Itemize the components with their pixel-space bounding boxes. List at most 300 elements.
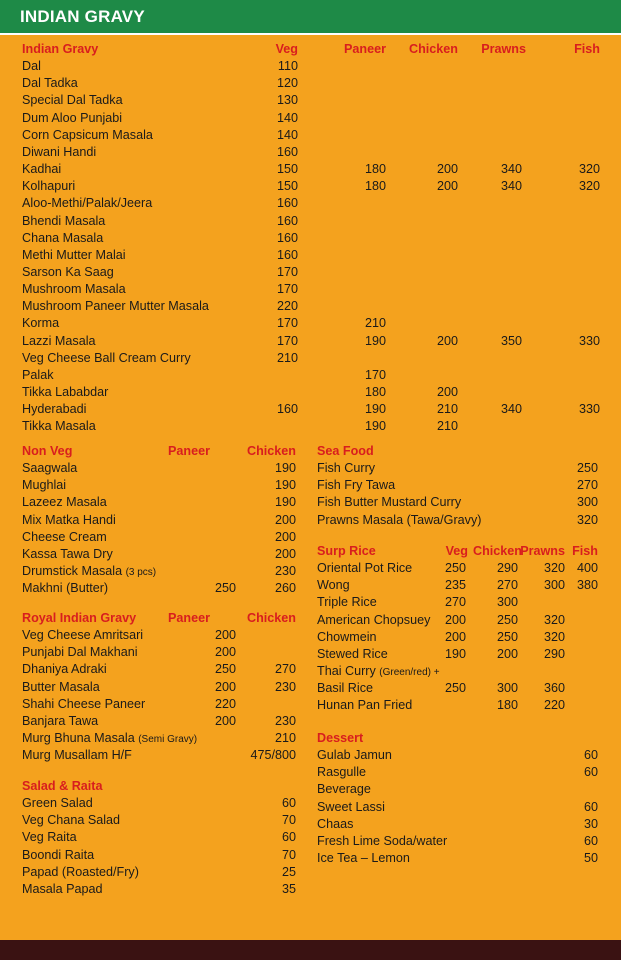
item-name-text: Green Salad [22, 796, 93, 811]
price-price: 50 [583, 851, 598, 866]
price-fish: 320 [578, 162, 600, 177]
menu-row [22, 281, 600, 298]
item-name [22, 127, 153, 144]
menu-row [22, 384, 600, 401]
price-prawns: 290 [543, 646, 565, 661]
price-veg: 160 [276, 144, 298, 159]
seafood-header-row [317, 443, 598, 460]
item-name [22, 384, 108, 401]
item-name [317, 781, 371, 798]
item-name-text: Tikka Masala [22, 419, 96, 434]
menu-row [22, 298, 600, 315]
price-chicken: 260 [274, 581, 296, 596]
item-name-text: Fish Curry [317, 461, 376, 476]
section-heading: Non Veg [22, 444, 73, 458]
menu-row [22, 144, 600, 161]
column-header: Veg [275, 42, 298, 56]
price-chicken: 270 [496, 578, 518, 593]
price-chicken: 250 [496, 629, 518, 644]
menu-row [317, 494, 598, 511]
menu-row [22, 178, 600, 195]
price-veg: 250 [444, 561, 466, 576]
item-name-text: Kadhai [22, 162, 62, 177]
menu-row [317, 594, 598, 611]
price-chicken: 475/800 [250, 748, 296, 763]
price-paneer: 200 [214, 679, 236, 694]
menu-row [22, 460, 296, 477]
price-veg: 140 [276, 127, 298, 142]
item-name [22, 730, 197, 748]
salad-header-row [22, 778, 296, 795]
item-name-text: Fish Fry Tawa [317, 478, 396, 493]
item-name [22, 315, 59, 332]
item-name [317, 512, 481, 529]
item-name [22, 110, 122, 127]
price-price: 60 [583, 748, 598, 763]
item-note: (Green/red) + [379, 667, 440, 679]
column-header: Paneer [167, 611, 210, 625]
item-name-text: Special Dal Tadka [22, 93, 123, 108]
item-name-text: Papad (Roasted/Fry) [22, 864, 139, 879]
footer-bar [0, 940, 621, 960]
price-prawns: 350 [500, 333, 522, 348]
price-paneer: 190 [364, 402, 386, 417]
item-name [22, 75, 78, 92]
menu-row [317, 512, 598, 529]
column-header: Chicken [473, 544, 522, 558]
price-prawns: 360 [543, 681, 565, 696]
price-chicken: 230 [274, 679, 296, 694]
menu-row [22, 580, 296, 597]
item-name [22, 401, 86, 418]
price-chicken: 200 [436, 385, 458, 399]
price-price: 270 [576, 478, 598, 493]
item-name-text: Mix Matka Handi [22, 512, 116, 527]
price-price: 320 [576, 512, 598, 527]
item-name-text: Dum Aloo Punjabi [22, 110, 123, 125]
price-veg: 220 [276, 299, 298, 314]
menu-row [22, 512, 296, 529]
item-name-text: Hyderabadi [22, 402, 87, 417]
price-veg: 170 [276, 264, 298, 279]
item-name [317, 697, 412, 714]
price-veg: 270 [444, 595, 466, 610]
price-paneer: 170 [364, 367, 386, 382]
menu-row [22, 563, 296, 580]
item-name-text: Veg Chana Salad [22, 813, 121, 828]
section-heading: Salad & Raita [22, 779, 103, 793]
item-name [317, 747, 392, 764]
menu-row [22, 713, 296, 730]
menu-row [317, 747, 598, 764]
price-chicken: 200 [496, 646, 518, 661]
section-heading: Surp Rice [317, 544, 376, 558]
item-name [22, 477, 66, 494]
item-name-text: Veg Cheese Ball Cream Curry [22, 350, 191, 365]
price-veg: 170 [276, 333, 298, 348]
item-name-text: Dal [22, 59, 41, 74]
item-name-text: Triple Rice [317, 595, 377, 610]
item-name-text: Gulab Jamun [317, 748, 392, 763]
item-name [22, 58, 41, 75]
item-name-text: Methi Mutter Malai [22, 247, 126, 262]
item-name [22, 881, 103, 898]
menu-row [22, 864, 296, 881]
column-header: Paneer [167, 444, 210, 458]
price-chicken: 200 [436, 333, 458, 348]
menu-row [317, 697, 598, 714]
item-name [22, 696, 145, 713]
item-name-text: Butter Masala [22, 679, 100, 694]
price-fish: 320 [578, 179, 600, 194]
price-veg: 140 [276, 110, 298, 125]
menu-row [22, 58, 600, 75]
item-name [22, 847, 94, 864]
price-chicken: 190 [274, 461, 296, 476]
item-name [22, 563, 156, 581]
price-veg: 150 [276, 179, 298, 194]
surp-rice-header-row [317, 543, 598, 560]
price-price: 300 [576, 495, 598, 510]
price-prawns: 340 [500, 162, 522, 177]
menu-row [317, 833, 598, 850]
menu-row [317, 850, 598, 867]
price-paneer: 180 [364, 179, 386, 194]
item-name-text: Chowmein [317, 629, 377, 644]
item-name-text: Ice Tea – Lemon [317, 851, 410, 866]
price-price: 70 [281, 847, 296, 862]
menu-header-bar [0, 0, 621, 35]
price-veg: 150 [276, 162, 298, 177]
column-header: Fish [572, 544, 598, 558]
price-chicken: 200 [274, 529, 296, 544]
item-name-text: Tikka Lababdar [22, 385, 109, 399]
price-chicken: 200 [274, 546, 296, 561]
item-name [22, 661, 107, 678]
item-name [22, 460, 77, 477]
item-name-text: Sarson Ka Saag [22, 264, 114, 279]
price-price: 60 [583, 765, 598, 780]
item-name-text: Mushroom Masala [22, 282, 126, 297]
item-name [22, 864, 139, 881]
price-prawns: 320 [543, 561, 565, 576]
price-veg: 170 [276, 316, 298, 331]
item-name [317, 477, 395, 494]
menu-row [22, 477, 296, 494]
item-name [317, 460, 375, 477]
item-name [22, 580, 108, 597]
item-name [317, 629, 377, 646]
item-name-text: Kassa Tawa Dry [22, 546, 113, 561]
price-chicken: 300 [496, 681, 518, 696]
menu-row [22, 546, 296, 563]
price-chicken: 190 [274, 478, 296, 493]
item-name [22, 281, 126, 298]
item-name-text: Wong [317, 578, 350, 593]
price-paneer: 200 [214, 645, 236, 660]
item-name [22, 350, 191, 367]
price-chicken: 200 [274, 512, 296, 527]
item-note: (3 pcs) [125, 567, 157, 579]
item-name-text: Thai Curry [317, 664, 376, 679]
item-name [22, 512, 116, 529]
item-name-text: Oriental Pot Rice [317, 561, 413, 576]
item-name-text: Beverage [317, 782, 371, 797]
menu-row [317, 577, 598, 594]
price-chicken: 180 [496, 698, 518, 713]
royal-header-row [22, 610, 296, 627]
item-name-text: Basil Rice [317, 681, 373, 696]
menu-row [22, 213, 600, 230]
item-name-text: Shahi Cheese Paneer [22, 696, 146, 711]
menu-row [22, 350, 600, 367]
item-name [22, 264, 114, 281]
price-chicken: 230 [274, 564, 296, 579]
menu-row [22, 315, 600, 332]
menu-row [317, 663, 598, 680]
item-name [22, 679, 100, 696]
item-name [317, 680, 373, 697]
price-paneer: 180 [364, 385, 386, 399]
price-paneer: 250 [214, 662, 236, 677]
item-name-text: Stewed Rice [317, 646, 388, 661]
column-header: Prawns [481, 42, 526, 56]
item-name-text: Lazeez Masala [22, 495, 107, 510]
item-name-text: Murg Bhuna Masala [22, 731, 135, 746]
non-veg-header-row [22, 443, 296, 460]
menu-row [22, 333, 600, 350]
item-name-text: Hunan Pan Fried [317, 698, 413, 713]
item-name-text: Veg Raita [22, 830, 77, 845]
item-name [317, 646, 388, 663]
menu-row [317, 781, 598, 798]
menu-row [22, 881, 296, 898]
price-price: 60 [281, 830, 296, 845]
item-name [22, 747, 132, 764]
price-chicken: 210 [274, 731, 296, 746]
item-name [22, 812, 120, 829]
item-name-text: Boondi Raita [22, 847, 95, 862]
item-name-text: American Chopsuey [317, 612, 431, 627]
item-name [22, 298, 209, 315]
price-price: 250 [576, 461, 598, 476]
price-chicken: 250 [496, 612, 518, 627]
item-name-text: Veg Cheese Amritsari [22, 628, 144, 643]
price-price: 60 [281, 796, 296, 811]
item-name-text: Masala Papad [22, 881, 103, 896]
menu-row [22, 644, 296, 661]
menu-row [317, 612, 598, 629]
item-name [22, 418, 96, 435]
price-fish: 330 [578, 333, 600, 348]
price-veg: 160 [276, 196, 298, 211]
column-header: Veg [445, 544, 468, 558]
price-chicken: 290 [496, 561, 518, 576]
price-prawns: 300 [543, 578, 565, 593]
menu-row [22, 529, 296, 546]
menu-row [22, 812, 296, 829]
item-name [22, 713, 98, 730]
item-name [22, 195, 152, 212]
menu-row [22, 795, 296, 812]
menu-row [317, 460, 598, 477]
column-header: Prawns [520, 544, 565, 558]
menu-row [317, 680, 598, 697]
item-name [22, 333, 96, 350]
price-prawns: 320 [543, 629, 565, 644]
price-prawns: 220 [543, 698, 565, 713]
item-name [317, 816, 353, 833]
price-veg: 160 [276, 402, 298, 417]
menu-row [22, 418, 600, 435]
price-chicken: 300 [496, 595, 518, 610]
item-name-text: Cheese Cream [22, 529, 107, 544]
price-price: 60 [583, 799, 598, 814]
menu-row [22, 161, 600, 178]
menu-row [22, 401, 600, 418]
price-veg: 200 [444, 629, 466, 644]
menu-row [22, 230, 600, 247]
item-name-text: Chana Masala [22, 230, 104, 245]
price-paneer: 190 [364, 333, 386, 348]
item-name [317, 612, 430, 629]
price-fish: 400 [576, 561, 598, 576]
item-note: (Semi Gravy) [138, 734, 198, 746]
price-veg: 200 [444, 612, 466, 627]
price-chicken: 210 [436, 419, 458, 434]
item-name-text: Murg Musallam H/F [22, 748, 132, 763]
item-name [22, 367, 54, 384]
item-name-text: Dal Tadka [22, 76, 78, 91]
price-chicken: 230 [274, 713, 296, 728]
item-name [22, 627, 143, 644]
item-name-text: Korma [22, 316, 60, 331]
item-name-text: Palak [22, 367, 54, 382]
price-chicken: 190 [274, 495, 296, 510]
price-paneer: 200 [214, 628, 236, 643]
item-name-text: Mushroom Paneer Mutter Masala [22, 299, 209, 314]
item-name-text: Aloo-Methi/Palak/Jeera [22, 196, 153, 211]
column-header: Paneer [343, 42, 386, 56]
section-heading: Indian Gravy [22, 42, 99, 56]
item-name-text: Diwani Handi [22, 144, 97, 159]
item-name [22, 494, 107, 511]
menu-row [22, 92, 600, 109]
price-price: 60 [583, 833, 598, 848]
menu-row [22, 367, 600, 384]
item-name [317, 833, 447, 850]
menu-row [22, 679, 296, 696]
price-price: 70 [281, 813, 296, 828]
item-name [22, 230, 103, 247]
price-paneer: 200 [214, 713, 236, 728]
menu-row [317, 646, 598, 663]
price-paneer: 210 [364, 316, 386, 331]
column-header: Chicken [247, 611, 296, 625]
column-header: Fish [574, 42, 600, 56]
item-name-text: Mughlai [22, 478, 67, 493]
price-chicken: 200 [436, 162, 458, 177]
item-name [317, 764, 366, 781]
item-name [22, 829, 77, 846]
item-name-text: Chaas [317, 816, 354, 831]
price-veg: 110 [277, 59, 298, 74]
price-veg: 160 [276, 230, 298, 245]
menu-row [22, 195, 600, 212]
price-veg: 190 [444, 646, 466, 661]
dessert-header-row [317, 730, 598, 747]
price-chicken: 270 [274, 662, 296, 677]
item-name-text: Bhendi Masala [22, 213, 106, 228]
item-name [22, 546, 113, 563]
item-name-text: Saagwala [22, 461, 78, 476]
menu-row [22, 661, 296, 678]
menu-row [317, 477, 598, 494]
price-veg: 130 [276, 93, 298, 108]
item-name [22, 247, 126, 264]
menu-row [22, 494, 296, 511]
menu-row [22, 730, 296, 747]
menu-row [22, 247, 600, 264]
item-name-text: Makhni (Butter) [22, 581, 109, 596]
item-name [22, 161, 61, 178]
item-name-text: Banjara Tawa [22, 713, 99, 728]
price-chicken: 200 [436, 179, 458, 194]
item-name-text: Dhaniya Adraki [22, 662, 107, 677]
price-prawns: 320 [543, 612, 565, 627]
item-name [317, 494, 461, 511]
price-veg: 160 [276, 213, 298, 228]
item-name-text: Kolhapuri [22, 179, 76, 194]
item-name [317, 850, 410, 867]
menu-row [317, 560, 598, 577]
menu-row [317, 799, 598, 816]
menu-row [22, 829, 296, 846]
menu-row [22, 847, 296, 864]
item-name [317, 799, 385, 816]
menu-row [22, 110, 600, 127]
menu-row [22, 696, 296, 713]
menu-row [22, 75, 600, 92]
item-name [317, 560, 412, 577]
item-name [317, 577, 350, 594]
price-veg: 170 [276, 282, 298, 297]
item-name-text: Drumstick Masala [22, 564, 123, 579]
price-price: 35 [281, 881, 296, 896]
section-heading: Royal Indian Gravy [22, 611, 137, 625]
menu-row [317, 629, 598, 646]
price-veg: 210 [276, 350, 298, 365]
item-name [22, 92, 123, 109]
indian-gravy-header-row [22, 41, 600, 58]
menu-row [22, 627, 296, 644]
item-name [22, 644, 138, 661]
price-prawns: 340 [500, 179, 522, 194]
menu-row [22, 127, 600, 144]
menu-row [22, 264, 600, 281]
item-name-text: Prawns Masala (Tawa/Gravy) [317, 512, 482, 527]
page-title: INDIAN GRAVY [20, 7, 145, 26]
item-name [22, 529, 107, 546]
item-name-text: Punjabi Dal Makhani [22, 645, 138, 660]
item-name [22, 213, 105, 230]
price-paneer: 220 [214, 696, 236, 711]
item-name [317, 594, 377, 611]
price-veg: 250 [444, 681, 466, 696]
price-price: 30 [583, 816, 598, 831]
price-veg: 120 [276, 76, 298, 91]
price-prawns: 340 [500, 402, 522, 417]
